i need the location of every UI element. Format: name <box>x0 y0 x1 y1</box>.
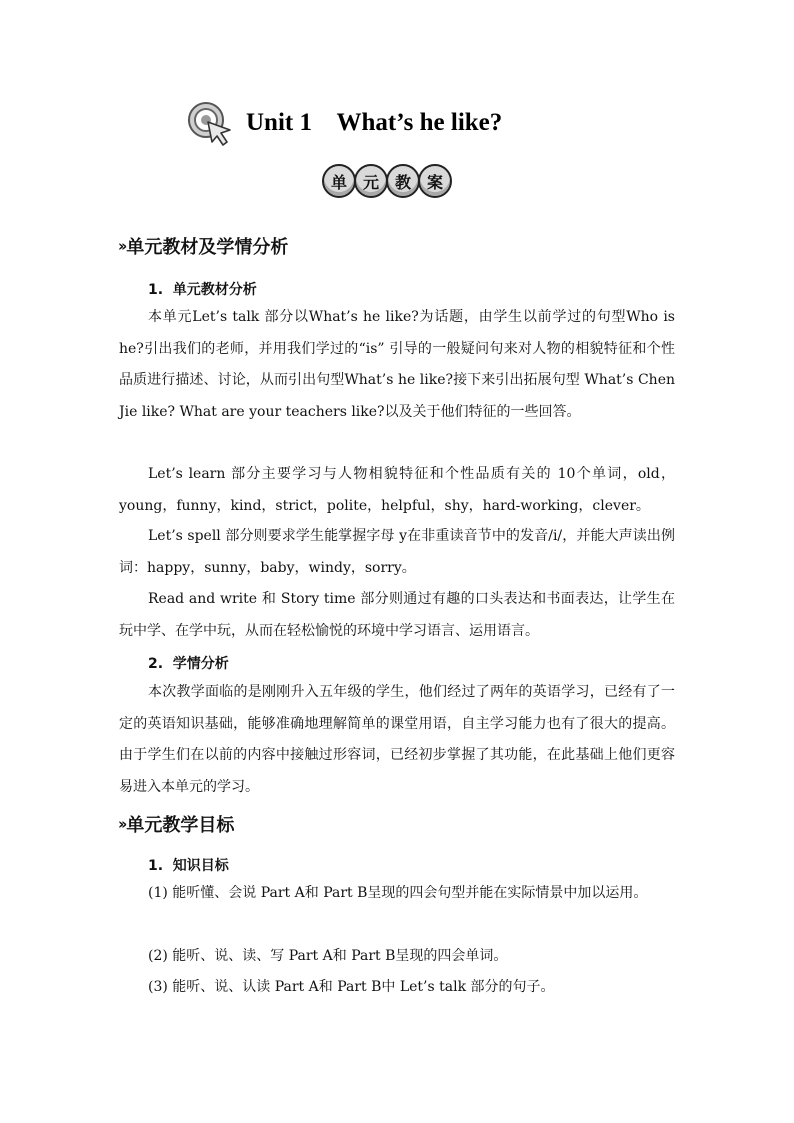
page-title: Unit 1 What’s he like? <box>246 109 503 136</box>
badge-char-3 <box>386 164 420 198</box>
objective-item-1: (1) 能听懂、会说 Part A和 Part B呈现的四会句型并能在实际情景中加以运用。 <box>148 885 648 901</box>
double-chevron-icon: ›› <box>118 815 125 833</box>
section-heading-analysis <box>118 233 288 259</box>
section-heading-text: 单元教学目标 <box>126 815 235 836</box>
double-chevron-icon: ›› <box>118 237 125 255</box>
unit-plan-badge <box>322 164 450 200</box>
section-heading-text: 单元教材及学情分析 <box>126 237 289 258</box>
badge-char-2 <box>354 164 388 198</box>
badge-char-text: 元 <box>362 172 379 192</box>
subsection-heading-learners: 2. 学情分析 <box>148 656 229 672</box>
objective-item-3: (3) 能听、说、认读 Part A和 Part B中 Let’s talk 部分的句子。 <box>148 979 555 995</box>
paragraph-learners: 本次教学面临的是刚刚升入五年级的学生，他们经过了两年的英语学习，已经有了一定的英语知识基础，能够准确地理解简单的课堂用语，自主学习能力也有了很大的提高。由于学生们在以前的内容中接触过形容词，已经初步掌握了其功能，在此基础上他们更容易进入本单元的学习。 <box>119 684 675 795</box>
paragraph-talk: 本单元Let’s talk 部分以What’s he like?为话题，由学生以前学过的句型Who is he?引出我们的老师，并用我们学过的“is” 引导的一般疑问句来对人物的相貌特征和个性品质进行描述、讨论，从而引出句型What’s he like?接下来引出拓展句型 What’s Chen Jie like? What are your teachers like?以及关于他们特征的一些回答。 <box>119 309 675 420</box>
paragraph-read-write: Read and write 和 Story time 部分则通过有趣的口头表达和书面表达，让学生在玩中学、在学中玩，从而在轻松愉悦的环境中学习语言、运用语言。 <box>119 591 675 639</box>
paragraph-learn: Let’s learn 部分主要学习与人物相貌特征和个性品质有关的 10个单词，old，young，funny，kind，strict，polite，helpful，shy，hard-working，clever。 <box>119 466 675 514</box>
target-cursor-icon <box>186 100 234 148</box>
section-heading-objectives <box>118 811 234 837</box>
badge-char-text: 单 <box>330 172 347 192</box>
badge-char-1 <box>322 164 356 198</box>
subsection-heading-textbook: 1. 单元教材分析 <box>148 282 257 298</box>
subsection-heading-knowledge: 1. 知识目标 <box>148 858 229 874</box>
paragraph-spell: Let’s spell 部分则要求学生能掌握字母 y在非重读音节中的发音/i/，并能大声读出例词：happy，sunny，baby，windy，sorry。 <box>119 528 675 576</box>
objective-item-2: (2) 能听、说、读、写 Part A和 Part B呈现的四会单词。 <box>148 948 508 964</box>
badge-char-text: 教 <box>394 172 411 192</box>
unit-title-row <box>186 100 606 154</box>
badge-char-4 <box>418 164 452 198</box>
badge-char-text: 案 <box>426 172 443 192</box>
